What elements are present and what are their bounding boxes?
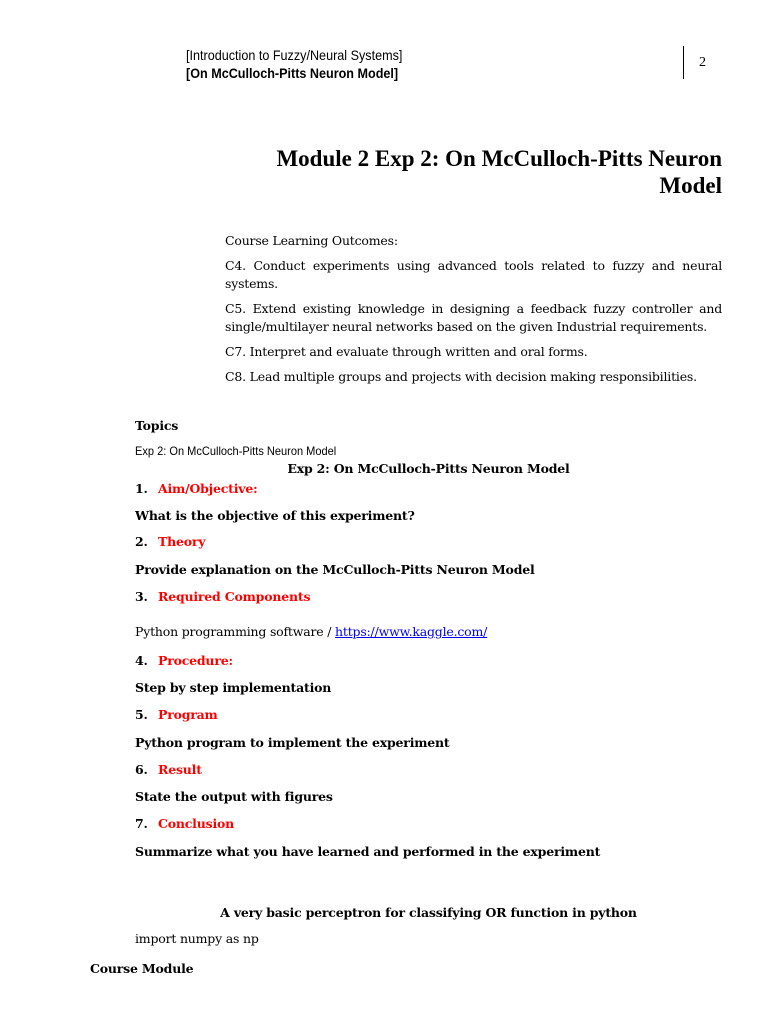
section-label: Required Components: [158, 589, 311, 604]
section-text-conclusion: Summarize what you have learned and performed in the experiment: [135, 844, 601, 859]
section-text-program: Python program to implement the experiment: [135, 735, 450, 750]
section-label: Aim/Objective:: [158, 481, 258, 496]
outcome-item: C7. Interpret and evaluate through written and oral forms.: [225, 344, 588, 359]
page-number: 2: [699, 55, 706, 70]
section-number: 3.: [135, 589, 148, 604]
section-text-aim: What is the objective of this experiment?: [135, 508, 415, 523]
page-title-line2: Model: [659, 173, 722, 198]
running-header-course: [Introduction to Fuzzy/Neural Systems]: [186, 47, 403, 63]
outcome-item: C4. Conduct experiments using advanced tools related to fuzzy and neural systems.: [225, 258, 722, 291]
outcome-item: C5. Extend existing knowledge in designing a feedback fuzzy controller and single/multilayer neural networks based on the given Industrial requirements.: [225, 301, 722, 334]
section-heading-result: [135, 761, 202, 779]
outcome-item: C8. Lead multiple groups and projects with decision making responsibilities.: [225, 369, 697, 384]
header-divider: [683, 46, 684, 79]
perceptron-heading: A very basic perceptron for classifying OR function in python: [220, 905, 637, 920]
section-text-result: State the output with figures: [135, 789, 333, 804]
section-label: Conclusion: [158, 816, 235, 831]
kaggle-link[interactable]: https://www.kaggle.com/: [335, 624, 488, 639]
page-title: [240, 145, 722, 199]
code-line: import numpy as np: [135, 931, 259, 946]
learning-outcomes: [225, 232, 722, 393]
section-text-components: [135, 623, 487, 641]
section-number: 2.: [135, 534, 148, 549]
section-heading-aim: [135, 480, 258, 498]
section-label: Procedure:: [158, 653, 233, 668]
section-label: Program: [158, 707, 218, 722]
section-text-theory: Provide explanation on the McCulloch-Pitts Neuron Model: [135, 562, 535, 577]
section-heading-components: [135, 588, 310, 606]
section-number: 4.: [135, 653, 148, 668]
page-title-line1: Module 2 Exp 2: On McCulloch-Pitts Neuron: [276, 146, 722, 171]
section-heading-procedure: [135, 652, 233, 670]
section-number: 6.: [135, 762, 148, 777]
components-text: Python programming software /: [135, 624, 336, 639]
section-label: Theory: [158, 534, 206, 549]
section-number: 1.: [135, 481, 148, 496]
section-label: Result: [158, 762, 202, 777]
running-header-topic: [On McCulloch-Pitts Neuron Model]: [186, 65, 399, 81]
section-heading-program: [135, 706, 218, 724]
experiment-heading: Exp 2: On McCulloch-Pitts Neuron Model: [287, 461, 570, 476]
topics-item: Exp 2: On McCulloch-Pitts Neuron Model: [135, 444, 337, 458]
section-heading-conclusion: [135, 815, 234, 833]
topics-heading: Topics: [135, 418, 179, 433]
section-text-procedure: Step by step implementation: [135, 680, 332, 695]
section-number: 5.: [135, 707, 148, 722]
footer-course-module: Course Module: [90, 961, 194, 976]
section-number: 7.: [135, 816, 148, 831]
section-heading-theory: [135, 533, 205, 551]
outcomes-heading: Course Learning Outcomes:: [225, 233, 398, 248]
